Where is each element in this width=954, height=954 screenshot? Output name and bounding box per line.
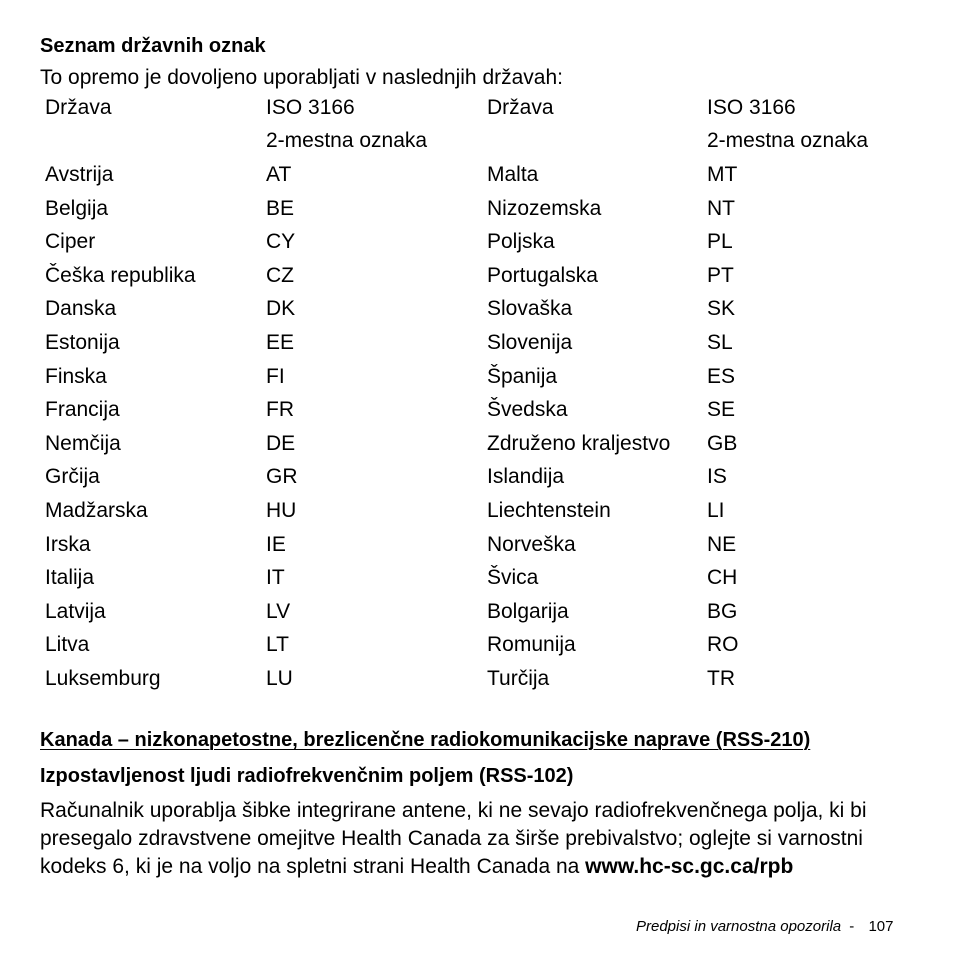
table-header-cell: 2-mestna oznaka: [707, 129, 869, 153]
country-name-cell: Danska: [45, 297, 117, 321]
table-row: [41, 326, 887, 360]
country-name-cell: Islandija: [487, 465, 565, 489]
table-row: [41, 427, 887, 461]
country-name-cell: Finska: [45, 364, 107, 388]
country-code-cell: TR: [707, 666, 735, 690]
country-code-cell: BG: [707, 599, 738, 623]
country-name-cell: Francija: [45, 398, 120, 422]
country-code-cell: GR: [266, 465, 298, 489]
table-row: [41, 360, 887, 394]
country-name-cell: Norveška: [487, 532, 576, 556]
country-code-cell: IT: [266, 566, 285, 590]
health-canada-link[interactable]: www.hc-sc.gc.ca/rpb: [585, 855, 794, 878]
country-name-cell: Romunija: [487, 633, 576, 657]
country-code-cell: RO: [707, 633, 739, 657]
table-row: [41, 393, 887, 427]
country-name-cell: Liechtenstein: [487, 498, 611, 522]
country-name-cell: Belgija: [45, 196, 109, 220]
table-row: [41, 461, 887, 495]
country-code-cell: PT: [707, 263, 734, 287]
country-name-cell: Estonija: [45, 330, 120, 354]
country-name-cell: Nemčija: [45, 431, 121, 455]
country-name-cell: Grčija: [45, 465, 100, 489]
table-row: [41, 561, 887, 595]
footer-section-title: Predpisi in varnostna opozorila: [636, 918, 842, 935]
table-header-row: [41, 91, 887, 125]
country-code-cell: CY: [266, 230, 296, 254]
intro-text: To opremo je dovoljeno uporabljati v naslednjih državah:: [40, 66, 563, 89]
country-code-cell: CZ: [266, 263, 294, 287]
country-code-cell: LT: [266, 633, 289, 657]
table-header-cell: 2-mestna oznaka: [266, 129, 428, 153]
country-code-cell: HU: [266, 498, 297, 522]
country-code-cell: LU: [266, 666, 293, 690]
country-code-cell: MT: [707, 162, 738, 186]
country-code-cell: IE: [266, 532, 286, 556]
country-name-cell: Slovenija: [487, 330, 573, 354]
table-row: [41, 192, 887, 226]
country-name-cell: Ciper: [45, 230, 96, 254]
country-code-cell: IS: [707, 465, 727, 489]
table-header-row: [41, 125, 887, 159]
country-code-cell: FR: [266, 398, 294, 422]
rf-paragraph: [40, 797, 920, 881]
country-name-cell: Italija: [45, 566, 95, 590]
country-code-cell: SL: [707, 330, 733, 354]
country-name-cell: Slovaška: [487, 297, 573, 321]
country-code-cell: LV: [266, 599, 291, 623]
table-header-cell: Država: [487, 95, 554, 119]
country-code-cell: LI: [707, 498, 725, 522]
country-code-cell: ES: [707, 364, 736, 388]
table-row: [41, 494, 887, 528]
country-name-cell: Poljska: [487, 230, 555, 254]
country-code-cell: GB: [707, 431, 738, 455]
footer-separator: -: [849, 918, 855, 935]
country-name-cell: Nizozemska: [487, 196, 602, 220]
country-code-cell: NE: [707, 532, 737, 556]
country-name-cell: Portugalska: [487, 263, 598, 287]
country-name-cell: Švica: [487, 566, 539, 590]
country-name-cell: Češka republika: [45, 263, 196, 287]
country-code-cell: FI: [266, 364, 285, 388]
country-name-cell: Malta: [487, 162, 539, 186]
country-name-cell: Združeno kraljestvo: [487, 431, 671, 455]
paragraph-line-3-text: kodeks 6, ki je na voljo na spletni strani Health Canada na: [40, 855, 586, 878]
country-code-cell: CH: [707, 566, 738, 590]
country-name-cell: Švedska: [487, 398, 568, 422]
table-row: [41, 595, 887, 629]
country-name-cell: Luksemburg: [45, 666, 161, 690]
table-header-cell: [41, 125, 262, 159]
table-row: [41, 158, 887, 192]
table-row: [41, 528, 887, 562]
country-code-cell: NT: [707, 196, 735, 220]
table-row: [41, 259, 887, 293]
page-number: 107: [868, 918, 894, 935]
paragraph-line-1: Računalnik uporablja šibke integrirane antene, ki ne sevajo radiofrekvenčnega polja, ki bi: [40, 799, 867, 822]
country-name-cell: Irska: [45, 532, 91, 556]
exposure-heading: Izpostavljenost ljudi radiofrekvenčnim poljem (RSS-102): [40, 765, 574, 787]
country-name-cell: Španija: [487, 364, 558, 388]
country-code-cell: DE: [266, 431, 296, 455]
country-code-cell: SE: [707, 398, 736, 422]
section-heading: Seznam državnih oznak: [40, 35, 266, 57]
country-code-cell: PL: [707, 230, 733, 254]
page-footer: [636, 918, 894, 935]
table-header-cell: ISO 3166: [707, 95, 796, 119]
country-name-cell: Madžarska: [45, 498, 148, 522]
country-name-cell: Avstrija: [45, 162, 114, 186]
table-row: [41, 662, 887, 696]
country-code-cell: DK: [266, 297, 296, 321]
paragraph-line-3: [40, 853, 920, 881]
table-row: [41, 293, 887, 327]
table-row: [41, 629, 887, 663]
country-code-cell: AT: [266, 162, 292, 186]
country-name-cell: Turčija: [487, 666, 550, 690]
country-code-cell: BE: [266, 196, 295, 220]
canada-heading: Kanada – nizkonapetostne, brezlicenčne radiokomunikacijske naprave (RSS-210): [40, 729, 811, 751]
country-name-cell: Bolgarija: [487, 599, 569, 623]
paragraph-line-2: presegalo zdravstvene omejitve Health Canada za širše prebivalstvo; oglejte si varnostni: [40, 827, 863, 850]
table-header-cell: [483, 125, 703, 159]
country-name-cell: Latvija: [45, 599, 106, 623]
table-header-cell: ISO 3166: [266, 95, 355, 119]
table-row: [41, 225, 887, 259]
country-name-cell: Litva: [45, 633, 90, 657]
country-code-table: [41, 91, 887, 696]
country-code-cell: SK: [707, 297, 736, 321]
table-header-cell: Država: [45, 95, 112, 119]
country-code-cell: EE: [266, 330, 295, 354]
